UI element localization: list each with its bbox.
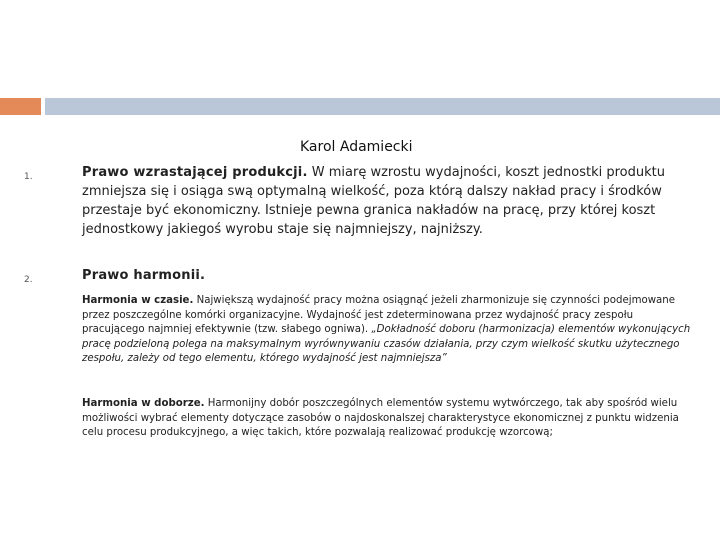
- list-item-lead: Prawo wzrastającej produkcji.: [82, 165, 308, 180]
- paragraph-body: Harmonijny dobór poszczególnych elementów systemu wytwórczego, tak aby spośród wielu możliwości wybrać elementy dotyczące zasobów o najdoskonalszej charakterystyce ekonomicznej z punktu widzenia celu procesu produkcyjnego, a więc takich, które pozwalają realizować produkcję wzorcową;: [82, 398, 679, 438]
- paragraph-body: Największą wydajność pracy można osiągnąć jeżeli zharmonizuje się czynności podejmowane przez poszczególne komórki organizacyjne. Wydajność jest zdeterminowana przez wydajność pracy zespołu pracującego najmniej efektywnie (tzw. słabego ogniwa).: [82, 295, 676, 335]
- list-item-lead: Prawo harmonii.: [82, 268, 206, 283]
- paragraph-harmonia-w-czasie: [82, 294, 692, 367]
- paragraph-lead: Harmonia w czasie.: [82, 295, 194, 306]
- slide-title: Karol Adamiecki: [300, 139, 413, 155]
- paragraph-lead: Harmonia w doborze.: [82, 398, 205, 409]
- list-item-body: W miarę wzrostu wydajności, koszt jednostki produktu zmniejsza się i osiąga swą optymalną wielkość, poza którą dalszy nakład pracy i środków przestaje być ekonomiczny. Istnieje pewna granica nakładów na pracę, przy której koszt jednostkowy jakiegoś wyrobu staje się najmniejszy, najniższy.: [82, 165, 665, 237]
- list-item: [82, 266, 692, 285]
- list-item-text: [82, 266, 692, 285]
- item-number: 1.: [24, 172, 33, 182]
- header-accent-bar: [0, 98, 41, 115]
- header-main-bar: [45, 98, 720, 115]
- list-item-text: [82, 163, 692, 239]
- item-number: 2.: [24, 275, 33, 285]
- list-item: [82, 163, 692, 239]
- paragraph-quote: „Dokładność doboru (harmonizacja) elementów wykonujących pracę podzieloną polega na maksymalnym wyrównywaniu czasów działania, przy czym wielkość skutku użytecznego zespołu, zależy od tego elementu, którego wydajność jest najmniejsza”: [82, 324, 691, 364]
- paragraph-harmonia-w-doborze: [82, 397, 692, 441]
